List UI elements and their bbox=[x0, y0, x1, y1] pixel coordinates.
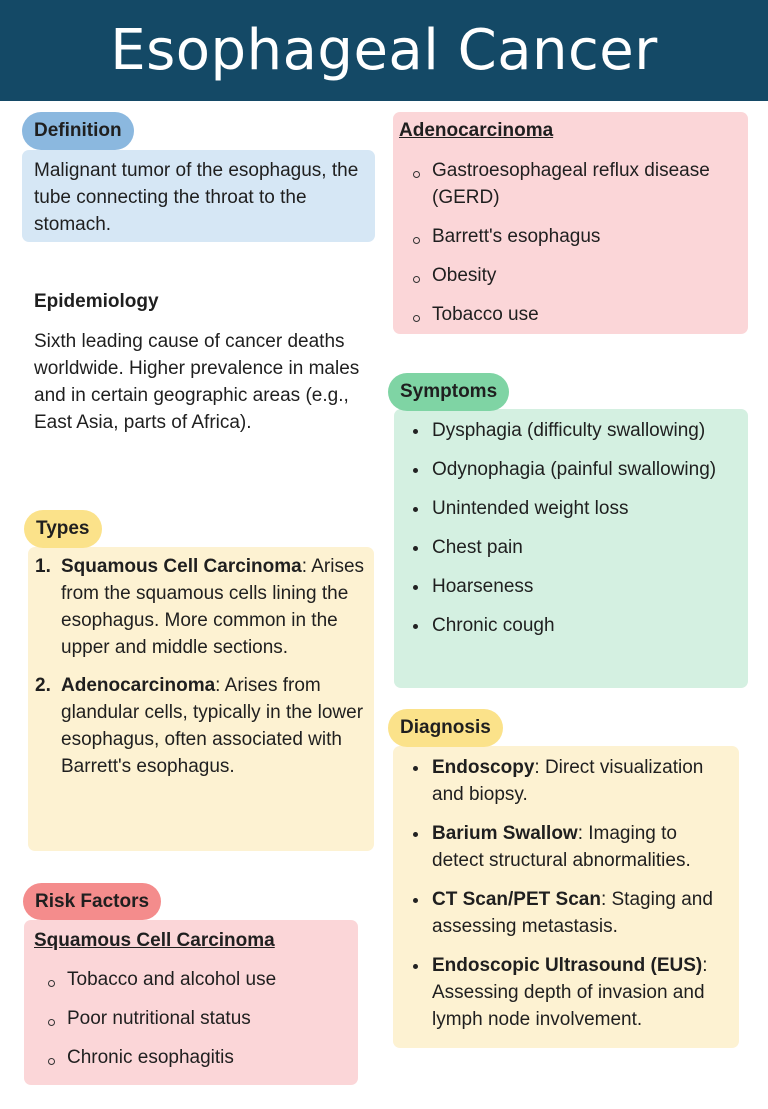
item-desc: : Arises from the squamous cells lining the esophagus. More common in the upper and middle sections. bbox=[61, 556, 365, 658]
list-item: Tobacco and alcohol use bbox=[29, 966, 349, 993]
list-item bbox=[394, 886, 734, 940]
symptoms-list bbox=[394, 417, 744, 639]
scc-heading: Squamous Cell Carcinoma bbox=[34, 930, 275, 951]
diagnosis-list bbox=[394, 754, 734, 1033]
list-item bbox=[394, 952, 734, 1033]
symptoms-label: Symptoms bbox=[388, 373, 509, 411]
item-term: CT Scan/PET Scan bbox=[432, 889, 601, 910]
title-banner bbox=[0, 0, 768, 101]
list-item: Chronic esophagitis bbox=[29, 1044, 349, 1071]
item-desc: : Assessing depth of invasion and lymph node involvement. bbox=[432, 955, 708, 1030]
page-title: Esophageal Cancer bbox=[110, 18, 658, 83]
epidemiology-heading: Epidemiology bbox=[34, 291, 159, 312]
definition-text: Malignant tumor of the esophagus, the tube connecting the throat to the stomach. bbox=[34, 160, 359, 235]
list-item bbox=[394, 754, 734, 808]
definition-label: Definition bbox=[22, 112, 134, 150]
list-item: Unintended weight loss bbox=[394, 495, 744, 522]
list-item: Chest pain bbox=[394, 534, 744, 561]
list-item: Tobacco use bbox=[394, 301, 744, 328]
list-item: Chronic cough bbox=[394, 612, 744, 639]
types-label: Types bbox=[24, 510, 102, 548]
list-item: Poor nutritional status bbox=[29, 1005, 349, 1032]
diagnosis-label: Diagnosis bbox=[388, 709, 503, 747]
list-item: Obesity bbox=[394, 262, 744, 289]
scc-risk-list bbox=[29, 966, 349, 1071]
list-item bbox=[30, 553, 372, 661]
list-item: Barrett's esophagus bbox=[394, 223, 744, 250]
list-item: Dysphagia (difficulty swallowing) bbox=[394, 417, 744, 444]
item-desc: : Imaging to detect structural abnormalities. bbox=[432, 823, 691, 871]
list-item bbox=[394, 820, 734, 874]
risk-factors-label: Risk Factors bbox=[23, 883, 161, 920]
item-term: Endoscopic Ultrasound (EUS) bbox=[432, 955, 703, 976]
item-number: 2. bbox=[35, 675, 51, 696]
item-term: Squamous Cell Carcinoma bbox=[61, 556, 302, 577]
types-list bbox=[30, 553, 372, 780]
list-item: Gastroesophageal reflux disease (GERD) bbox=[394, 157, 744, 211]
list-item bbox=[30, 672, 372, 780]
epidemiology-text: Sixth leading cause of cancer deaths worldwide. Higher prevalence in males and in certain geographic areas (e.g., East Asia, parts of Africa). bbox=[34, 331, 360, 433]
list-item: Odynophagia (painful swallowing) bbox=[394, 456, 744, 483]
item-number: 1. bbox=[35, 556, 51, 577]
item-term: Adenocarcinoma bbox=[61, 675, 216, 696]
list-item: Hoarseness bbox=[394, 573, 744, 600]
item-desc: : Arises from glandular cells, typically in the lower esophagus, often associated with Barrett's esophagus. bbox=[61, 675, 364, 777]
item-term: Endoscopy bbox=[432, 757, 535, 778]
adeno-heading: Adenocarcinoma bbox=[399, 120, 554, 141]
adeno-risk-list bbox=[394, 157, 744, 328]
item-term: Barium Swallow bbox=[432, 823, 578, 844]
item-desc: : Staging and assessing metastasis. bbox=[432, 889, 713, 937]
item-desc: : Direct visualization and biopsy. bbox=[432, 757, 704, 805]
